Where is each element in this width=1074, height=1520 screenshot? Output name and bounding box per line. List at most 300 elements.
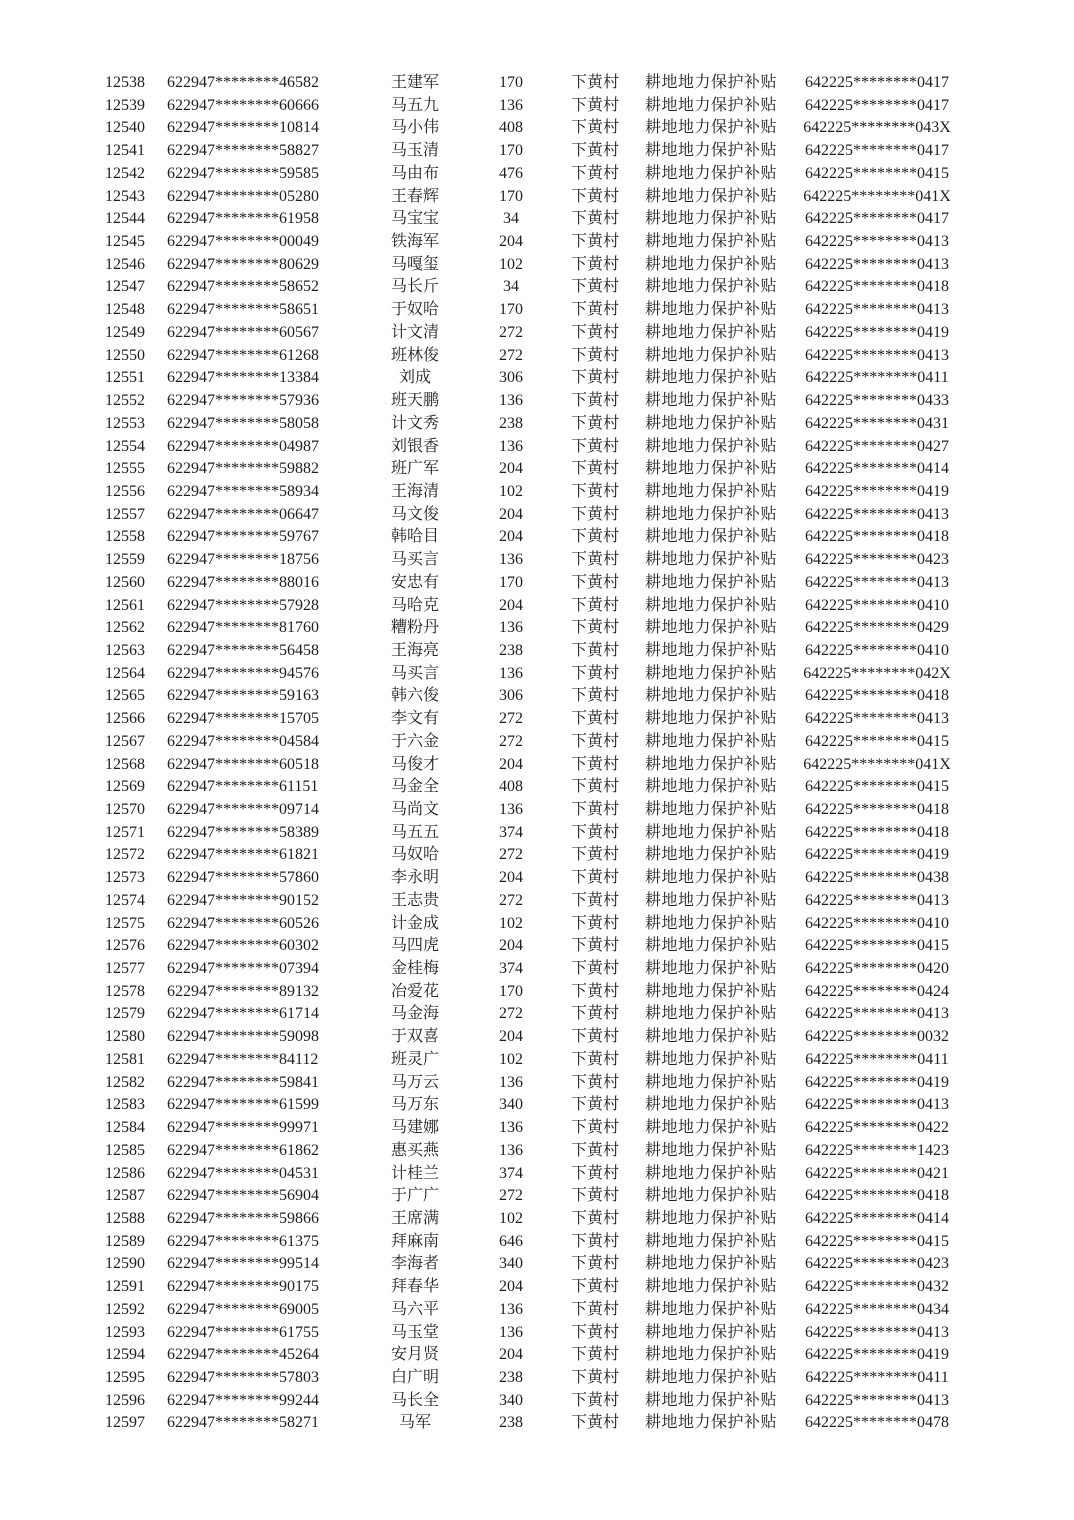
id-card-cell: 642225********0424 <box>805 982 949 1000</box>
amount-cell: 136 <box>499 1300 523 1318</box>
table-row <box>0 799 1074 822</box>
id-card-cell: 642225********0411 <box>805 1050 949 1068</box>
bank-card-cell: 622947********61268 <box>167 346 319 364</box>
row-number-cell: 12578 <box>105 982 145 1000</box>
subsidy-type-cell: 耕地地力保护补贴 <box>644 74 777 91</box>
amount-cell: 34 <box>503 210 519 228</box>
bank-card-cell: 622947********88016 <box>167 573 319 591</box>
person-name-cell: 马买言 <box>390 551 439 569</box>
id-card-cell: 642225********0478 <box>805 1414 949 1432</box>
bank-card-cell: 622947********60526 <box>167 914 319 932</box>
subsidy-type-cell: 耕地地力保护补贴 <box>644 1209 777 1227</box>
table-row <box>0 1367 1074 1390</box>
id-card-cell: 642225********0410 <box>805 914 949 932</box>
amount-cell: 136 <box>499 1119 523 1137</box>
amount-cell: 272 <box>499 891 523 909</box>
table-row <box>0 1072 1074 1095</box>
row-number-cell: 12567 <box>105 732 145 750</box>
subsidy-type-cell: 耕地地力保护补贴 <box>644 1073 777 1091</box>
row-number-cell: 12554 <box>105 437 145 455</box>
subsidy-type-cell: 耕地地力保护补贴 <box>644 573 777 591</box>
table-row <box>0 117 1074 140</box>
id-card-cell: 642225********0434 <box>805 1300 949 1318</box>
subsidy-type-cell: 耕地地力保护补贴 <box>644 937 777 955</box>
subsidy-type-cell: 耕地地力保护补贴 <box>644 1141 777 1159</box>
table-row <box>0 595 1074 618</box>
subsidy-type-cell: 耕地地力保护补贴 <box>644 392 777 410</box>
bank-card-cell: 622947********59163 <box>167 687 319 705</box>
person-name-cell: 马万云 <box>390 1073 439 1091</box>
amount-cell: 136 <box>499 1141 523 1159</box>
person-name-cell: 惠买燕 <box>390 1141 439 1159</box>
row-number-cell: 12562 <box>105 619 145 637</box>
row-number-cell: 12566 <box>105 710 145 728</box>
amount-cell: 204 <box>499 1278 523 1296</box>
amount-cell: 646 <box>499 1232 523 1250</box>
table-row <box>0 526 1074 549</box>
row-number-cell: 12558 <box>105 528 145 546</box>
bank-card-cell: 622947********06647 <box>167 505 319 523</box>
village-cell: 下黄村 <box>570 278 619 296</box>
bank-card-cell: 622947********56904 <box>167 1187 319 1205</box>
village-cell: 下黄村 <box>570 687 619 705</box>
table-row <box>0 1276 1074 1299</box>
table-row <box>0 549 1074 572</box>
row-number-cell: 12542 <box>105 164 145 182</box>
person-name-cell: 计桂兰 <box>390 1164 439 1182</box>
id-card-cell: 642225********0415 <box>805 732 949 750</box>
table-row <box>0 390 1074 413</box>
village-cell: 下黄村 <box>570 1278 619 1296</box>
row-number-cell: 12570 <box>105 801 145 818</box>
id-card-cell: 642225********0411 <box>805 1368 949 1386</box>
person-name-cell: 王海清 <box>390 482 439 500</box>
person-name-cell: 马金全 <box>390 778 439 796</box>
person-name-cell: 于广广 <box>390 1187 439 1205</box>
id-card-cell: 642225********0413 <box>805 301 949 319</box>
amount-cell: 136 <box>499 392 523 410</box>
bank-card-cell: 622947********61958 <box>167 210 319 228</box>
table-row <box>0 754 1074 777</box>
person-name-cell: 于六金 <box>390 732 439 750</box>
subsidy-type-cell: 耕地地力保护补贴 <box>644 1278 777 1296</box>
bank-card-cell: 622947********60567 <box>167 323 319 341</box>
person-name-cell: 拜麻南 <box>390 1232 439 1250</box>
village-cell: 下黄村 <box>570 323 619 341</box>
village-cell: 下黄村 <box>570 641 619 659</box>
amount-cell: 272 <box>499 1187 523 1205</box>
bank-card-cell: 622947********57803 <box>167 1368 319 1386</box>
amount-cell: 136 <box>499 619 523 637</box>
row-number-cell: 12586 <box>105 1164 145 1182</box>
table-row <box>0 254 1074 277</box>
village-cell: 下黄村 <box>570 1391 619 1409</box>
row-number-cell: 12539 <box>105 96 145 114</box>
village-cell: 下黄村 <box>570 1232 619 1250</box>
subsidy-type-cell: 耕地地力保护补贴 <box>644 823 777 841</box>
bank-card-cell: 622947********59767 <box>167 528 319 546</box>
id-card-cell: 642225********0419 <box>805 1073 949 1091</box>
id-card-cell: 642225********0427 <box>805 437 949 455</box>
subsidy-type-cell: 耕地地力保护补贴 <box>644 1368 777 1386</box>
person-name-cell: 马万东 <box>390 1096 439 1114</box>
person-name-cell: 刘成 <box>398 369 431 387</box>
person-name-cell: 白广明 <box>390 1368 439 1386</box>
table-row <box>0 890 1074 913</box>
row-number-cell: 12552 <box>105 392 145 410</box>
person-name-cell: 计金成 <box>390 914 439 932</box>
row-number-cell: 12579 <box>105 1005 145 1023</box>
id-card-cell: 642225********0419 <box>805 482 949 500</box>
subsidy-type-cell: 耕地地力保护补贴 <box>644 1096 777 1114</box>
village-cell: 下黄村 <box>570 1028 619 1046</box>
subsidy-type-cell: 耕地地力保护补贴 <box>644 1164 777 1182</box>
subsidy-type-cell: 耕地地力保护补贴 <box>644 187 777 205</box>
village-cell: 下黄村 <box>570 1255 619 1273</box>
subsidy-type-cell: 耕地地力保护补贴 <box>644 891 777 909</box>
person-name-cell: 班林俊 <box>390 346 439 364</box>
row-number-cell: 12587 <box>105 1187 145 1205</box>
amount-cell: 136 <box>499 801 523 818</box>
amount-cell: 170 <box>499 74 523 91</box>
amount-cell: 476 <box>499 164 523 182</box>
person-name-cell: 计文清 <box>390 323 439 341</box>
table-row <box>0 776 1074 799</box>
amount-cell: 272 <box>499 710 523 728</box>
amount-cell: 102 <box>499 1050 523 1068</box>
id-card-cell: 642225********0413 <box>805 233 949 251</box>
row-number-cell: 12545 <box>105 233 145 251</box>
subsidy-type-cell: 耕地地力保护补贴 <box>644 482 777 500</box>
id-card-cell: 642225********0418 <box>805 528 949 546</box>
village-cell: 下黄村 <box>570 1209 619 1227</box>
bank-card-cell: 622947********61599 <box>167 1096 319 1114</box>
village-cell: 下黄村 <box>570 710 619 728</box>
id-card-cell: 642225********0422 <box>805 1119 949 1137</box>
id-card-cell: 642225********1423 <box>805 1141 949 1159</box>
bank-card-cell: 622947********18756 <box>167 551 319 569</box>
row-number-cell: 12546 <box>105 255 145 273</box>
person-name-cell: 于奴哈 <box>390 301 439 319</box>
id-card-cell: 642225********0415 <box>805 1232 949 1250</box>
bank-card-cell: 622947********13384 <box>167 369 319 387</box>
village-cell: 下黄村 <box>570 573 619 591</box>
table-row <box>0 163 1074 186</box>
bank-card-cell: 622947********59866 <box>167 1209 319 1227</box>
table-row <box>0 935 1074 958</box>
table-row <box>0 1117 1074 1140</box>
row-number-cell: 12569 <box>105 778 145 796</box>
subsidy-type-cell: 耕地地力保护补贴 <box>644 1187 777 1205</box>
village-cell: 下黄村 <box>570 823 619 841</box>
table-row <box>0 640 1074 663</box>
table-row <box>0 1412 1074 1435</box>
id-card-cell: 642225********0420 <box>805 960 949 978</box>
table-row <box>0 1185 1074 1208</box>
subsidy-type-cell: 耕地地力保护补贴 <box>644 710 777 728</box>
amount-cell: 102 <box>499 255 523 273</box>
subsidy-type-cell: 耕地地力保护补贴 <box>644 755 777 773</box>
row-number-cell: 12572 <box>105 846 145 864</box>
subsidy-type-cell: 耕地地力保护补贴 <box>644 846 777 864</box>
village-cell: 下黄村 <box>570 1300 619 1318</box>
table-row <box>0 186 1074 209</box>
row-number-cell: 12547 <box>105 278 145 296</box>
row-number-cell: 12591 <box>105 1278 145 1296</box>
subsidy-type-cell: 耕地地力保护补贴 <box>644 460 777 478</box>
row-number-cell: 12541 <box>105 142 145 160</box>
bank-card-cell: 622947********10814 <box>167 119 319 137</box>
id-card-cell: 642225********0415 <box>805 937 949 955</box>
row-number-cell: 12595 <box>105 1368 145 1386</box>
id-card-cell: 642225********042X <box>803 664 951 682</box>
subsidy-type-cell: 耕地地力保护补贴 <box>644 96 777 114</box>
table-row <box>0 231 1074 254</box>
subsidy-type-cell: 耕地地力保护补贴 <box>644 1050 777 1068</box>
village-cell: 下黄村 <box>570 1050 619 1068</box>
row-number-cell: 12563 <box>105 641 145 659</box>
row-number-cell: 12564 <box>105 664 145 682</box>
table-row <box>0 481 1074 504</box>
row-number-cell: 12589 <box>105 1232 145 1250</box>
subsidy-type-cell: 耕地地力保护补贴 <box>644 641 777 659</box>
id-card-cell: 642225********0438 <box>805 869 949 887</box>
village-cell: 下黄村 <box>570 778 619 796</box>
bank-card-cell: 622947********00049 <box>167 233 319 251</box>
amount-cell: 272 <box>499 846 523 864</box>
row-number-cell: 12571 <box>105 823 145 841</box>
person-name-cell: 李永明 <box>390 869 439 887</box>
row-number-cell: 12543 <box>105 187 145 205</box>
village-cell: 下黄村 <box>570 937 619 955</box>
person-name-cell: 韩六俊 <box>390 687 439 705</box>
id-card-cell: 642225********0410 <box>805 596 949 614</box>
village-cell: 下黄村 <box>570 164 619 182</box>
bank-card-cell: 622947********60518 <box>167 755 319 773</box>
bank-card-cell: 622947********61375 <box>167 1232 319 1250</box>
subsidy-type-cell: 耕地地力保护补贴 <box>644 1391 777 1409</box>
amount-cell: 136 <box>499 551 523 569</box>
village-cell: 下黄村 <box>570 255 619 273</box>
bank-card-cell: 622947********05280 <box>167 187 319 205</box>
person-name-cell: 王海亮 <box>390 641 439 659</box>
subsidy-type-cell: 耕地地力保护补贴 <box>644 505 777 523</box>
amount-cell: 136 <box>499 1323 523 1341</box>
person-name-cell: 马由布 <box>390 164 439 182</box>
village-cell: 下黄村 <box>570 1005 619 1023</box>
bank-card-cell: 622947********99514 <box>167 1255 319 1273</box>
bank-card-cell: 622947********04584 <box>167 732 319 750</box>
subsidy-type-cell: 耕地地力保护补贴 <box>644 278 777 296</box>
id-card-cell: 642225********0415 <box>805 778 949 796</box>
village-cell: 下黄村 <box>570 119 619 137</box>
subsidy-type-cell: 耕地地力保护补贴 <box>644 619 777 637</box>
village-cell: 下黄村 <box>570 664 619 682</box>
amount-cell: 238 <box>499 414 523 432</box>
row-number-cell: 12568 <box>105 755 145 773</box>
id-card-cell: 642225********0429 <box>805 619 949 637</box>
bank-card-cell: 622947********58652 <box>167 278 319 296</box>
row-number-cell: 12573 <box>105 869 145 887</box>
table-row <box>0 867 1074 890</box>
bank-card-cell: 622947********46582 <box>167 74 319 91</box>
bank-card-cell: 622947********94576 <box>167 664 319 682</box>
row-number-cell: 12580 <box>105 1028 145 1046</box>
person-name-cell: 金桂梅 <box>390 960 439 978</box>
row-number-cell: 12565 <box>105 687 145 705</box>
table-row <box>0 367 1074 390</box>
subsidy-type-cell: 耕地地力保护补贴 <box>644 1255 777 1273</box>
person-name-cell: 王席满 <box>390 1209 439 1227</box>
amount-cell: 204 <box>499 755 523 773</box>
row-number-cell: 12561 <box>105 596 145 614</box>
bank-card-cell: 622947********60666 <box>167 96 319 114</box>
village-cell: 下黄村 <box>570 732 619 750</box>
id-card-cell: 642225********0421 <box>805 1164 949 1182</box>
id-card-cell: 642225********0414 <box>805 1209 949 1227</box>
subsidy-type-cell: 耕地地力保护补贴 <box>644 437 777 455</box>
bank-card-cell: 622947********90152 <box>167 891 319 909</box>
subsidy-type-cell: 耕地地力保护补贴 <box>644 1232 777 1250</box>
amount-cell: 374 <box>499 823 523 841</box>
amount-cell: 374 <box>499 960 523 978</box>
bank-card-cell: 622947********58934 <box>167 482 319 500</box>
bank-card-cell: 622947********57928 <box>167 596 319 614</box>
table-row <box>0 1163 1074 1186</box>
table-row <box>0 345 1074 368</box>
amount-cell: 170 <box>499 982 523 1000</box>
bank-card-cell: 622947********69005 <box>167 1300 319 1318</box>
amount-cell: 204 <box>499 937 523 955</box>
amount-cell: 170 <box>499 142 523 160</box>
id-card-cell: 642225********0411 <box>805 369 949 387</box>
table-row <box>0 208 1074 231</box>
village-cell: 下黄村 <box>570 1368 619 1386</box>
village-cell: 下黄村 <box>570 1119 619 1137</box>
person-name-cell: 马玉堂 <box>390 1323 439 1341</box>
bank-card-cell: 622947********45264 <box>167 1346 319 1364</box>
subsidy-type-cell: 耕地地力保护补贴 <box>644 1414 777 1432</box>
id-card-cell: 642225********0417 <box>805 96 949 114</box>
village-cell: 下黄村 <box>570 1164 619 1182</box>
amount-cell: 272 <box>499 1005 523 1023</box>
id-card-cell: 642225********0418 <box>805 278 949 296</box>
id-card-cell: 642225********041X <box>803 755 951 773</box>
subsidy-type-cell: 耕地地力保护补贴 <box>644 233 777 251</box>
amount-cell: 272 <box>499 346 523 364</box>
subsidy-type-cell: 耕地地力保护补贴 <box>644 869 777 887</box>
row-number-cell: 12556 <box>105 482 145 500</box>
id-card-cell: 642225********0418 <box>805 1187 949 1205</box>
person-name-cell: 拜春华 <box>390 1278 439 1296</box>
subsidy-type-cell: 耕地地力保护补贴 <box>644 1323 777 1341</box>
person-name-cell: 马嘎玺 <box>390 255 439 273</box>
table-row <box>0 1253 1074 1276</box>
village-cell: 下黄村 <box>570 505 619 523</box>
amount-cell: 204 <box>499 528 523 546</box>
village-cell: 下黄村 <box>570 437 619 455</box>
person-name-cell: 马四虎 <box>390 937 439 955</box>
bank-card-cell: 622947********57860 <box>167 869 319 887</box>
subsidy-type-cell: 耕地地力保护补贴 <box>644 119 777 137</box>
subsidy-type-cell: 耕地地力保护补贴 <box>644 1005 777 1023</box>
village-cell: 下黄村 <box>570 846 619 864</box>
id-card-cell: 642225********0413 <box>805 346 949 364</box>
village-cell: 下黄村 <box>570 346 619 364</box>
id-card-cell: 642225********0417 <box>805 210 949 228</box>
id-card-cell: 642225********0419 <box>805 846 949 864</box>
table-row <box>0 844 1074 867</box>
table-row <box>0 1208 1074 1231</box>
village-cell: 下黄村 <box>570 233 619 251</box>
row-number-cell: 12548 <box>105 301 145 319</box>
subsidy-type-cell: 耕地地力保护补贴 <box>644 982 777 1000</box>
village-cell: 下黄村 <box>570 869 619 887</box>
table-row <box>0 72 1074 95</box>
person-name-cell: 李海者 <box>390 1255 439 1273</box>
subsidy-type-cell: 耕地地力保护补贴 <box>644 914 777 932</box>
table-row <box>0 276 1074 299</box>
table-row <box>0 822 1074 845</box>
table-row <box>0 1344 1074 1367</box>
village-cell: 下黄村 <box>570 210 619 228</box>
table-row <box>0 299 1074 322</box>
village-cell: 下黄村 <box>570 1187 619 1205</box>
subsidy-type-cell: 耕地地力保护补贴 <box>644 164 777 182</box>
subsidy-type-cell: 耕地地力保护补贴 <box>644 1119 777 1137</box>
village-cell: 下黄村 <box>570 596 619 614</box>
row-number-cell: 12583 <box>105 1096 145 1114</box>
amount-cell: 204 <box>499 869 523 887</box>
bank-card-cell: 622947********56458 <box>167 641 319 659</box>
table-row <box>0 731 1074 754</box>
person-name-cell: 铁海军 <box>390 233 439 251</box>
id-card-cell: 642225********0432 <box>805 1278 949 1296</box>
bank-card-cell: 622947********59585 <box>167 164 319 182</box>
amount-cell: 170 <box>499 187 523 205</box>
subsidy-type-cell: 耕地地力保护补贴 <box>644 414 777 432</box>
village-cell: 下黄村 <box>570 960 619 978</box>
bank-card-cell: 622947********09714 <box>167 801 319 818</box>
bank-card-cell: 622947********15705 <box>167 710 319 728</box>
id-card-cell: 642225********0413 <box>805 505 949 523</box>
table-row <box>0 1003 1074 1026</box>
table-row <box>0 1231 1074 1254</box>
subsidy-type-cell: 耕地地力保护补贴 <box>644 596 777 614</box>
id-card-cell: 642225********0032 <box>805 1028 949 1046</box>
amount-cell: 136 <box>499 1073 523 1091</box>
bank-card-cell: 622947********07394 <box>167 960 319 978</box>
bank-card-cell: 622947********57936 <box>167 392 319 410</box>
person-name-cell: 马小伟 <box>390 119 439 137</box>
village-cell: 下黄村 <box>570 755 619 773</box>
bank-card-cell: 622947********58058 <box>167 414 319 432</box>
person-name-cell: 冶爱花 <box>390 982 439 1000</box>
subsidy-type-cell: 耕地地力保护补贴 <box>644 1346 777 1364</box>
row-number-cell: 12593 <box>105 1323 145 1341</box>
bank-card-cell: 622947********61714 <box>167 1005 319 1023</box>
subsidy-type-cell: 耕地地力保护补贴 <box>644 1300 777 1318</box>
person-name-cell: 于双喜 <box>390 1028 439 1046</box>
person-name-cell: 王志贵 <box>390 891 439 909</box>
person-name-cell: 韩哈目 <box>390 528 439 546</box>
row-number-cell: 12590 <box>105 1255 145 1273</box>
person-name-cell: 糟粉丹 <box>390 619 439 637</box>
table-row <box>0 1322 1074 1345</box>
person-name-cell: 王春辉 <box>390 187 439 205</box>
subsidy-type-cell: 耕地地力保护补贴 <box>644 346 777 364</box>
village-cell: 下黄村 <box>570 801 619 818</box>
